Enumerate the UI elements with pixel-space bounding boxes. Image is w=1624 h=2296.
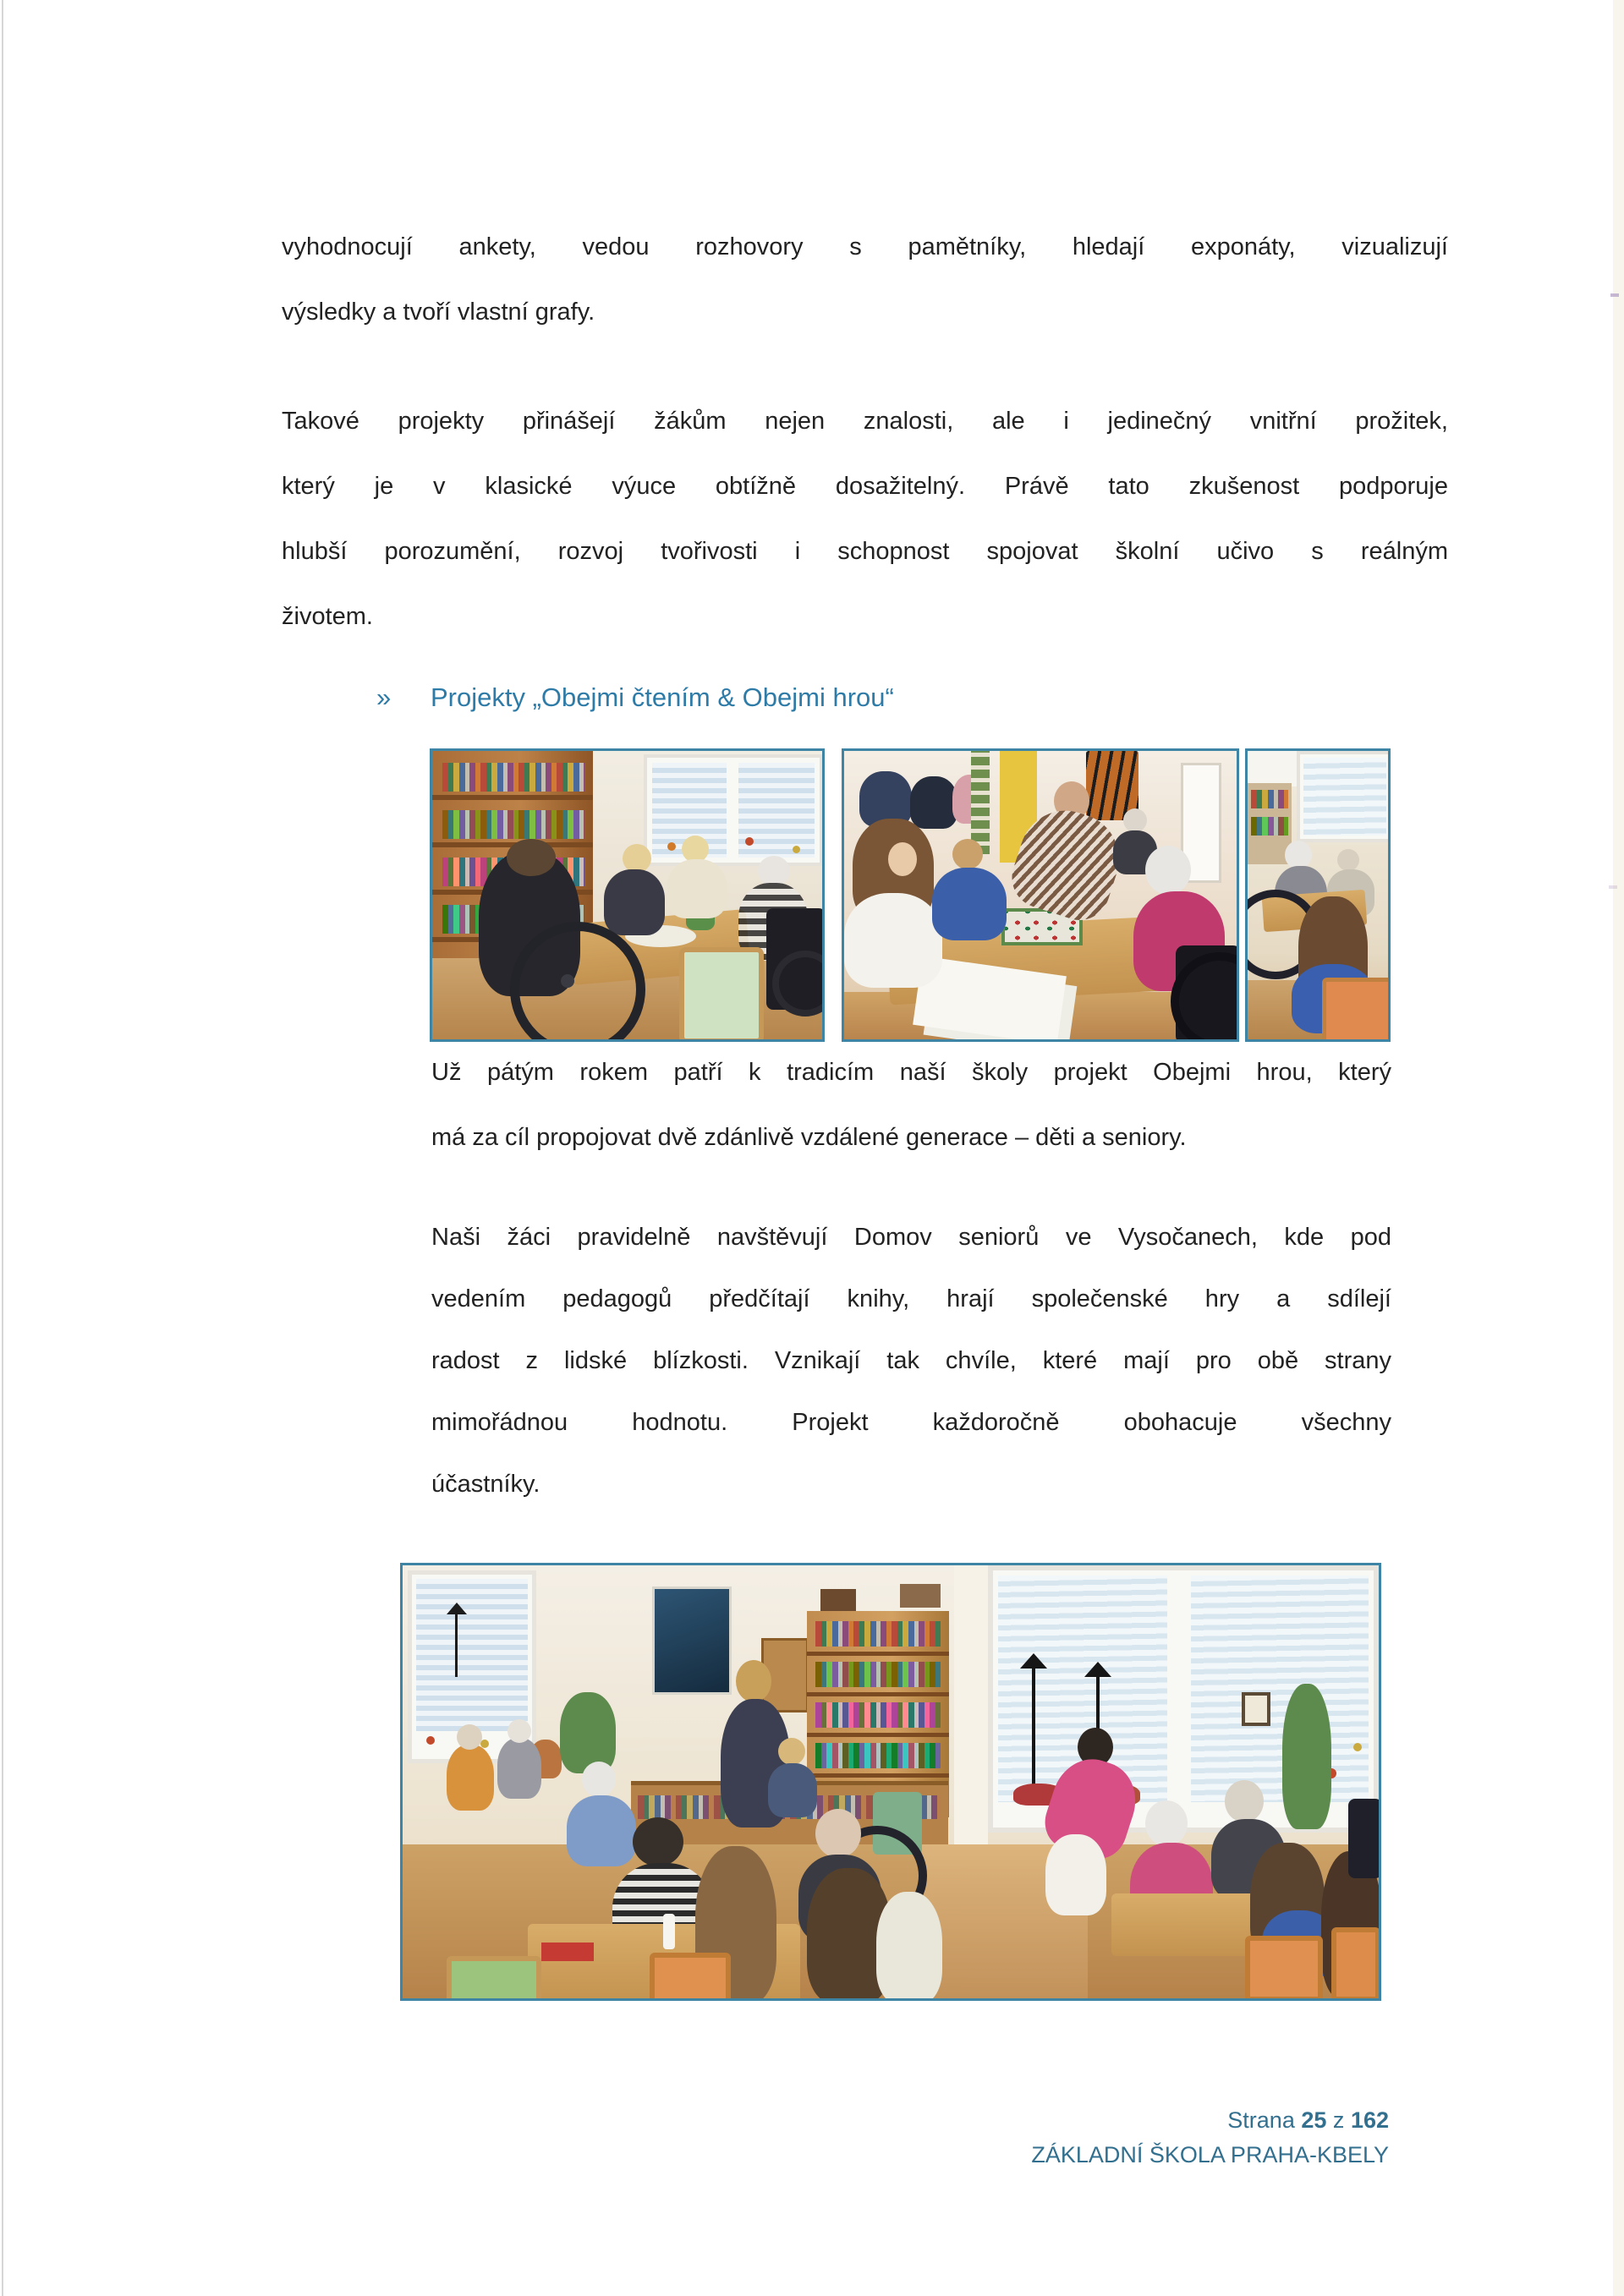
text-line: vyhodnocují ankety, vedou rozhovory s pamětníky, hledají exponáty, vizualizují — [282, 233, 1448, 260]
teacher-head — [736, 1660, 771, 1702]
book-row — [1251, 790, 1288, 808]
person-head — [508, 1719, 531, 1743]
senior-woman-head — [1145, 846, 1191, 895]
text-line: radost z lidské blízkosti. Vznikají tak chvíle, které mají pro obě strany — [431, 1347, 1391, 1374]
photo-library-seniors — [430, 748, 825, 1042]
green-chair — [447, 1956, 541, 2001]
senior-head — [1337, 849, 1359, 871]
child-head — [778, 1738, 805, 1765]
senior-head — [1123, 808, 1147, 832]
photo-table-window — [1245, 748, 1391, 1042]
photo-board-game — [842, 748, 1239, 1042]
windowsill-decoration — [426, 1736, 435, 1745]
picture-frame — [1242, 1692, 1270, 1726]
senior-blue-cardigan — [567, 1795, 636, 1866]
shelf-board — [807, 1652, 949, 1656]
autumn-leaf-decoration — [667, 842, 676, 851]
footer-page-line — [1031, 2103, 1389, 2138]
text-line: hlubší porozumění, rozvoj tvořivosti i schopnost spojovat školní učivo s reálným — [282, 538, 1448, 565]
window-blinds — [1191, 1575, 1369, 1802]
dark-painting — [652, 1586, 732, 1695]
radio — [900, 1584, 941, 1608]
scan-artifact — [1609, 885, 1617, 889]
text-line: mimořádnou hodnotu. Projekt každoročně obohacuje všechny — [431, 1409, 1391, 1436]
person-head — [457, 1724, 482, 1750]
paragraph-domov-senioru — [431, 1207, 1391, 1515]
person-hair — [507, 839, 556, 876]
footer-z-label: z — [1332, 2107, 1345, 2133]
caregiver-apron — [1045, 1834, 1106, 1915]
section-heading — [376, 679, 894, 716]
person-seated — [447, 1745, 494, 1811]
wheelchair-frame — [1348, 1799, 1381, 1878]
green-chair — [679, 947, 764, 1042]
text-line: který je v klasické výuce obtížně dosažitelný. Právě tato zkušenost podporuje — [282, 473, 1448, 500]
window — [1297, 751, 1391, 842]
text-line: Takové projekty přinášejí žákům nejen znalosti, ale i jedinečný vnitřní prožitek, — [282, 408, 1448, 435]
child-blue-shirt — [932, 868, 1007, 940]
window-decoration — [1353, 1743, 1362, 1751]
lamp-decoration — [455, 1611, 458, 1677]
lamp-decoration-head — [1020, 1653, 1047, 1669]
girl-face — [888, 842, 917, 876]
autumn-leaf-decoration — [793, 846, 800, 853]
lamp-decoration-head — [447, 1603, 467, 1614]
bottle-on-table — [663, 1914, 675, 1949]
child-head — [952, 839, 983, 869]
lamp-decoration-head — [1084, 1662, 1111, 1677]
plant — [560, 1692, 616, 1773]
orange-chair — [1245, 1936, 1323, 2001]
ceiling — [1248, 751, 1300, 786]
footer-page-number: 25 — [1301, 2107, 1327, 2133]
shelf-board — [807, 1773, 949, 1778]
lamp-decoration — [1032, 1667, 1035, 1785]
photo-club-room-meeting — [400, 1563, 1381, 2001]
hanging-coat — [910, 776, 957, 829]
footer-strana-label: Strana — [1227, 2107, 1295, 2133]
footer-school-name: ZÁKLADNÍ ŠKOLA PRAHA-KBELY — [1031, 2142, 1389, 2167]
child-head — [623, 844, 651, 873]
senior-head — [758, 856, 790, 886]
orange-chair — [1331, 1927, 1380, 2001]
wall-pillar — [954, 1565, 988, 1846]
paragraph-projects-benefit — [282, 389, 1448, 649]
book-row — [1251, 817, 1288, 836]
book-row — [815, 1702, 941, 1728]
senior-woman-head — [1145, 1800, 1188, 1846]
window-blinds — [1303, 758, 1386, 836]
radio — [820, 1589, 856, 1611]
paragraph-obejmi-hrou — [431, 1040, 1391, 1170]
decorative-strip — [971, 751, 990, 854]
girl-white-shirt — [844, 893, 942, 988]
child-body — [667, 859, 727, 918]
red-book-on-table — [541, 1943, 594, 1961]
window-blinds — [416, 1579, 528, 1731]
child-body — [604, 869, 665, 935]
scan-edge-strip-right — [1613, 0, 1624, 2296]
orange-chair — [1322, 978, 1391, 1042]
senior-bald-head — [815, 1809, 861, 1858]
guillemet-bullet: » — [376, 682, 392, 712]
paragraph-intro — [282, 215, 1448, 345]
book-row — [442, 763, 584, 792]
senior-head — [582, 1762, 616, 1797]
girl-white-vest — [876, 1892, 942, 2001]
autumn-leaf-decoration — [745, 837, 754, 846]
wheel-hub — [561, 974, 574, 988]
text-line: účastníky. — [431, 1471, 540, 1498]
senior-head — [1285, 841, 1312, 869]
book-row — [815, 1743, 941, 1768]
orange-chair — [650, 1953, 731, 2001]
text-line: Naši žáci pravidelně navštěvují Domov seniorů ve Vysočanech, kde pod — [431, 1224, 1391, 1251]
child-body — [768, 1763, 817, 1817]
book-row — [815, 1621, 941, 1647]
section-heading-label: Projekty „Obejmi čtením & Obejmi hrou“ — [431, 682, 894, 712]
woman-dark-hair — [633, 1817, 683, 1866]
window — [644, 754, 823, 866]
scan-edge-line-left — [2, 0, 3, 2296]
text-line: Už pátým rokem patří k tradicím naší školy projekt Obejmi hrou, který — [431, 1059, 1391, 1086]
shelf-board — [807, 1733, 949, 1737]
shelf-board — [807, 1692, 949, 1696]
text-line: vedením pedagogů předčítají knihy, hrají společenské hry a sdílejí — [431, 1285, 1391, 1312]
text-line: výsledky a tvoří vlastní grafy. — [282, 299, 595, 326]
tall-plant — [1282, 1684, 1331, 1829]
person-seated — [497, 1738, 541, 1799]
text-line: má za cíl propojovat dvě zdánlivě vzdálené generace – děti a seniory. — [431, 1124, 1187, 1151]
page-footer — [1031, 2103, 1389, 2173]
footer-total-pages: 162 — [1350, 2107, 1389, 2133]
book-row — [815, 1662, 941, 1687]
senior-head — [1225, 1780, 1264, 1822]
scan-artifact — [1610, 293, 1619, 297]
text-line: životem. — [282, 603, 373, 630]
shelf-board — [432, 795, 593, 800]
book-row — [442, 810, 584, 839]
